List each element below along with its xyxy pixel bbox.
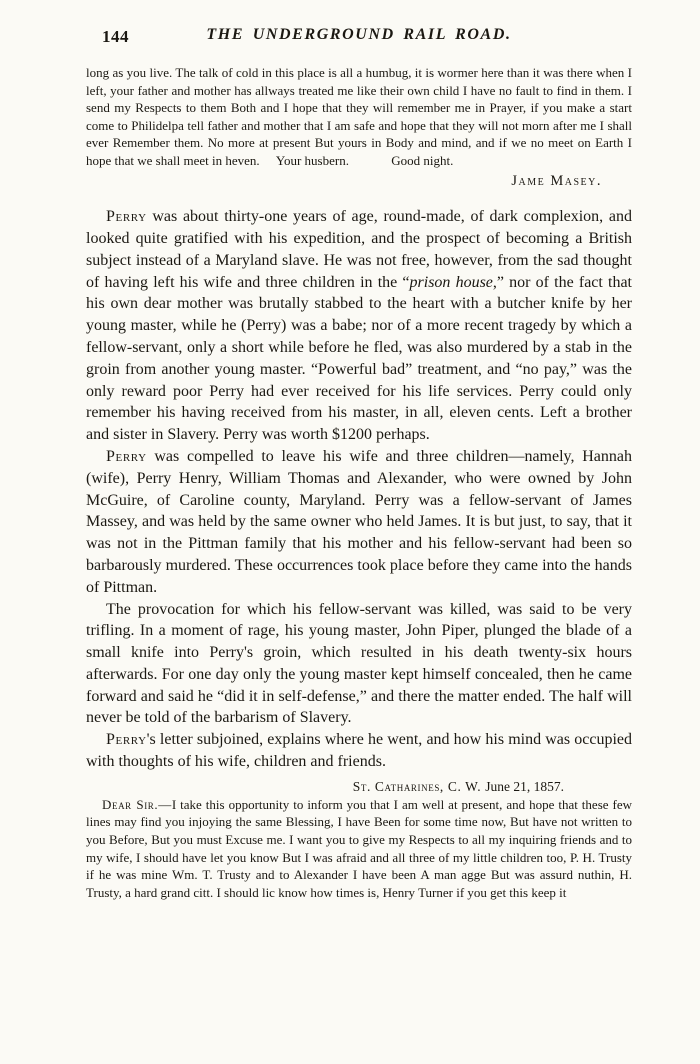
letter-signature: Jame Masey. [511,172,602,189]
body-paragraph: Perry was about thirty-one years of age, round-made, of dark complexion, and looked quite gratified with his expedition, and the prospect of becoming a British subject instead of a Maryland slave. He was not free, however, from the sad thought of having left his wife and three children in the “prison house,” nor of the fact that his own dear mother was brutally stabbed to the heart with a butcher knife by her young master, while he (Perry) was a babe; nor of a more recent tragedy by which a fellow-servant, only a short while before he fled, was also murdered by a stab in the groin from another young master. “Powerful bad” treatment, and “no pay,” was the only reward poor Perry had ever received for his life services. Perry could only remember his having received from his master, in all, eleven cents. Left a brother and sister in Slavery. Perry was worth $1200 perhaps. [86,208,632,444]
letter-paragraph: Dear Sir.—I take this opportunity to inform you that I am well at present, and hope that these few lines may find you injoying the same Blessing, I have Been for some time now, But have not written to you Before, But you must Excuse me. I want you to give my Respects to all my inquiring friends and to my wife, I should have let you know But I was afraid and all three of my little children too, P. H. Trusty if he was mine Wm. T. Trusty and to Alexander I have been A man agge But was assurd nuthin, H. Trusty, a hard grand citt. I should lic know how times is, Henry Turner if you get this keep it [86,796,632,900]
letter-subjoined [86,778,632,902]
running-head-title: THE UNDERGROUND RAIL ROAD. [206,26,512,43]
running-header [86,26,632,50]
body-paragraph: Perry was compelled to leave his wife and three children—namely, Hannah (wife), Perry Henry, William Thomas and Alexander, who were owned by John McGuire, of Caroline county, Maryland. Perry was a fellow-servant of James Massey, and was held by the same owner who held James. It is but just, to say, that it was not in the Pittman family that his mother and his fellow-servant had been so barbarously murdered. These occurrences took place before they came into the hands of Pittman. [86,447,632,596]
letter-paragraph: long as you live. The talk of cold in this place is all a humbug, it is wormer here than it was there when I left, your father and mother has allways treated me like their own child I have no fault to find in them. I send my Respects to them Both and I hope that they will remember me in Prayer, if you make a start come to Philidelpa tell father and mother that I am safe and hope that they will not morn after me I shall ever Remember them. No more at present But yours in Body and mind, and if we no meet on Earth I hope that we shall meet in heven. Your husbern. Good night. [86,65,632,168]
letter-continuation [86,64,632,190]
main-text [86,206,632,773]
body-paragraph: The provocation for which his fellow-servant was killed, was said to be very trifling. In a moment of rage, his young master, John Piper, plunged the blade of a small knife into Perry's groin, which resulted in his death twenty-six hours afterwards. For one day only the young master kept himself concealed, then he came forward and said he “did it in self-defense,” and there the matter ended. The half will never be told of the barbarism of Slavery. [86,600,632,727]
letter-dateline: St. Catharines, C. W. June 21, 1857. [352,778,564,794]
body-paragraph: Perry's letter subjoined, explains where he went, and how his mind was occupied with thoughts of his wife, children and friends. [86,731,632,771]
page-number: 144 [102,27,129,46]
